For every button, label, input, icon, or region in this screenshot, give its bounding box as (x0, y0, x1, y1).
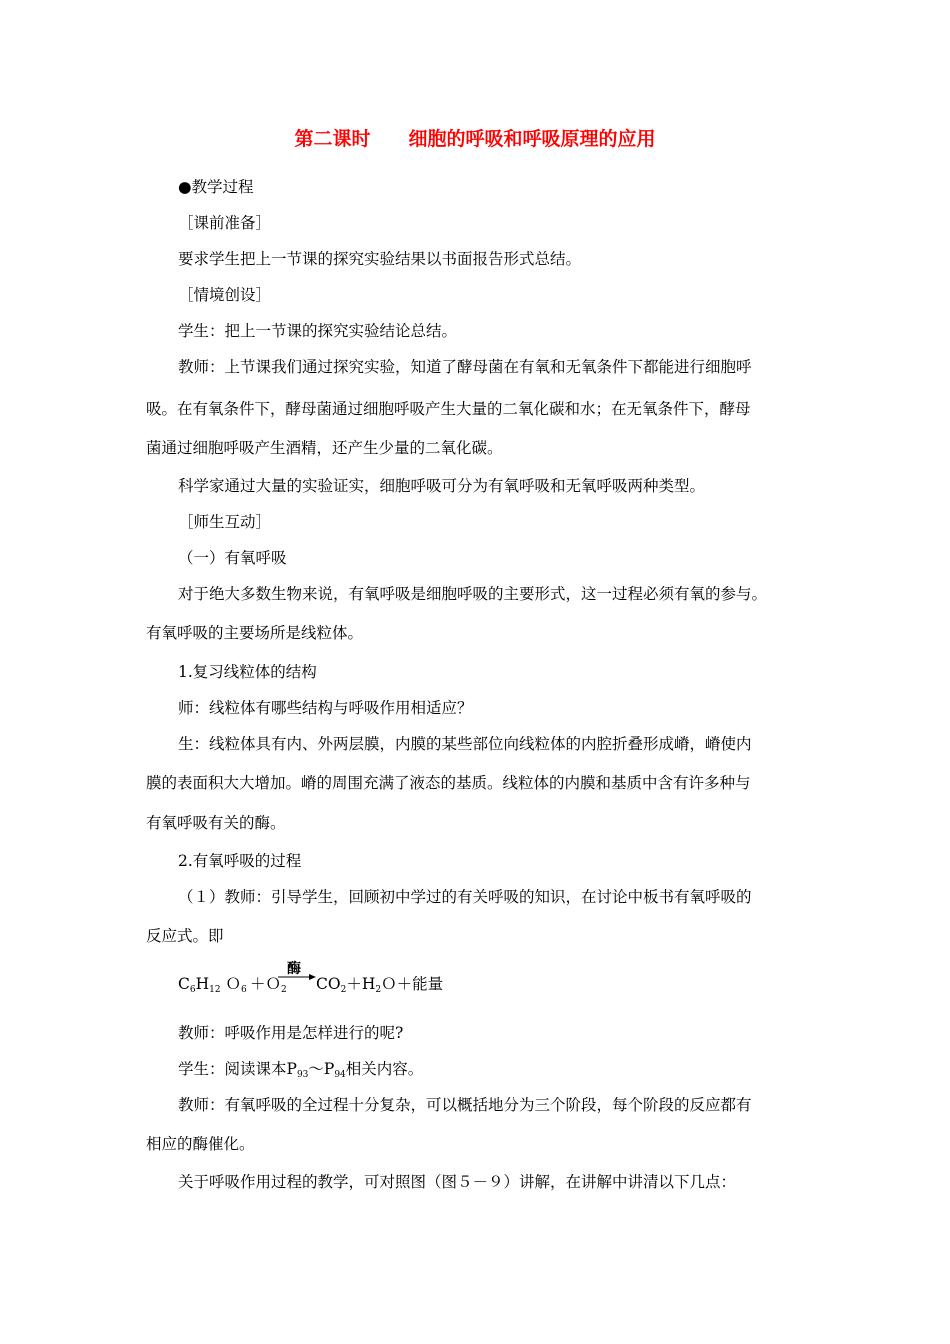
enzyme-label: 酶 (287, 961, 301, 977)
section-heading-teaching-process: ●教学过程 (178, 178, 254, 196)
paragraph-line: 有氧呼吸的主要场所是线粒体。 (146, 624, 364, 642)
paragraph-line: 对于绝大多数生物来说，有氧呼吸是细胞呼吸的主要形式，这一过程必须有氧的参与。 (178, 585, 768, 603)
reaction-arrow-icon (278, 972, 316, 982)
page-title (0, 124, 950, 151)
paragraph-line-page-ref: 学生：阅读课本$P_{93}\sim P_{94}$相关内容。 (178, 1060, 424, 1080)
paragraph-line: 教师：呼吸作用是怎样进行的呢? (178, 1024, 404, 1042)
paragraph-line: 学生：把上一节课的探究实验结论总结。 (178, 322, 458, 340)
numbered-heading-1: 1.复习线粒体的结构 (178, 663, 317, 681)
equation-glucose: $C_6H_{12}$ Ｏ$_6$ (178, 975, 247, 995)
paragraph-line: 科学家通过大量的实验证实，细胞呼吸可分为有氧呼吸和无氧呼吸两种类型。 (178, 477, 706, 495)
paragraph-line: （１）教师：引导学生，回顾初中学过的有关呼吸的知识，在讨论中板书有氧呼吸的 (178, 888, 752, 906)
paragraph-line: 要求学生把上一节课的探究实验结果以书面报告形式总结。 (178, 250, 582, 268)
paragraph-line: 关于呼吸作用过程的教学，可对照图（图５－９）讲解，在讲解中讲清以下几点： (178, 1173, 737, 1191)
paragraph-line: 相应的酶催化。 (146, 1135, 255, 1153)
subheading-preparation: ［课前准备］ (178, 214, 272, 232)
paragraph-line: 菌通过细胞呼吸产生酒精，还产生少量的二氧化碳。 (146, 439, 503, 457)
paragraph-line: 教师：上节课我们通过探究实验，知道了酵母菌在有氧和无氧条件下都能进行细胞呼 (178, 358, 752, 376)
numbered-heading-2: 2.有氧呼吸的过程 (178, 852, 302, 870)
paragraph-line: 吸。在有氧条件下，酵母菌通过细胞呼吸产生大量的二氧化碳和水；在无氧条件下，酵母 (146, 400, 751, 418)
paragraph-line: 师：线粒体有哪些结构与呼吸作用相适应？ (178, 699, 473, 717)
equation-products: $CO_2+H_2O+$能量 (316, 975, 444, 995)
paragraph-line: 教师：有氧呼吸的全过程十分复杂，可以概括地分为三个阶段，每个阶段的反应都有 (178, 1096, 752, 1114)
enzyme-arrow (278, 960, 316, 990)
paragraph-line: 反应式。即 (146, 927, 224, 945)
title-topic: 细胞的呼吸和呼吸原理的应用 (408, 128, 656, 150)
paragraph-line: 膜的表面积大大增加。嵴的周围充满了液态的基质。线粒体的内膜和基质中含有许多种与 (146, 774, 751, 792)
title-lesson: 第二课时 (294, 128, 371, 150)
subheading-scenario: ［情境创设］ (178, 286, 272, 304)
subheading-interaction: ［师生互动］ (178, 513, 272, 531)
paragraph-line: 生：线粒体具有内、外两层膜，内膜的某些部位向线粒体的内腔折叠形成嵴，嵴使内 (178, 735, 752, 753)
paragraph-line: 有氧呼吸有关的酶。 (146, 814, 286, 832)
equation-oxygen: ＋Ｏ$_2$ (250, 975, 287, 995)
subheading-aerobic: （一）有氧呼吸 (178, 549, 287, 567)
